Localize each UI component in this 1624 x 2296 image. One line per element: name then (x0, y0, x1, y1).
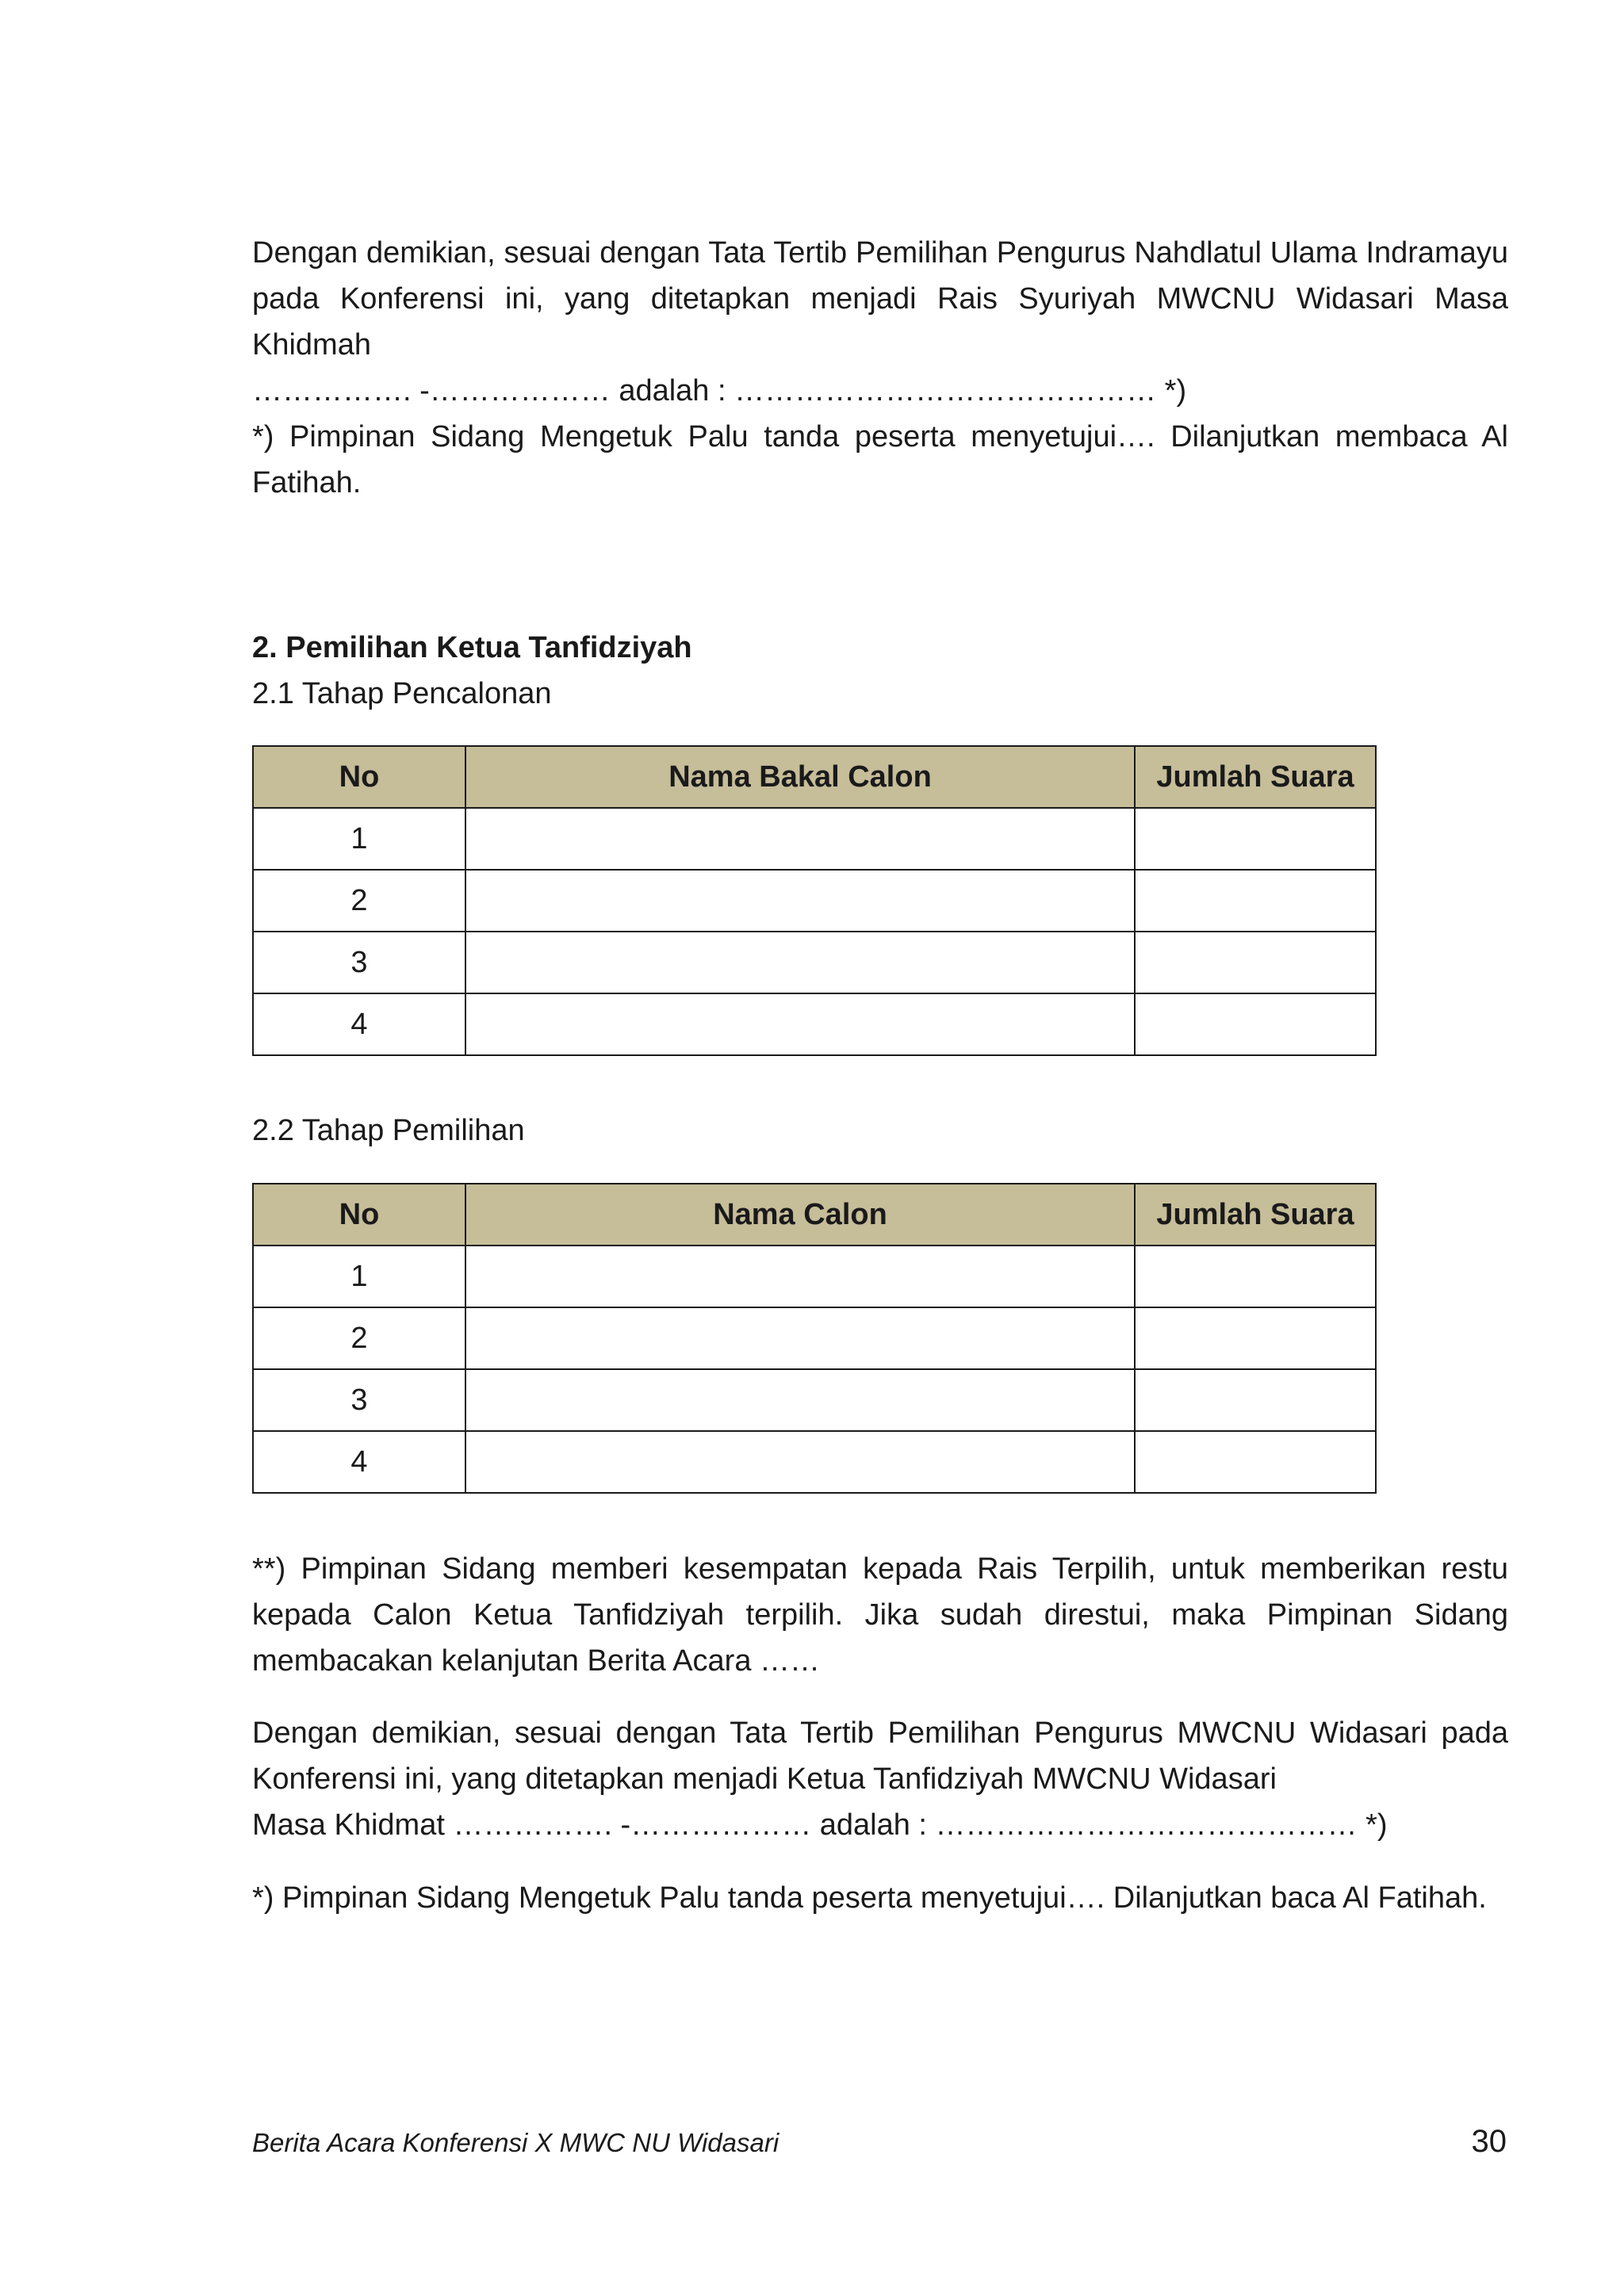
note2-line-2: kepada Calon Ketua Tanfidziyah terpilih. Jika sudah direstui, maka Pimpinan Sidang (252, 1598, 1508, 1632)
table-row (253, 993, 1376, 1055)
cell-name[interactable] (465, 1307, 1135, 1369)
cell-no: 4 (253, 1431, 465, 1493)
cell-name[interactable] (465, 932, 1135, 993)
note2-line-1: **) Pimpinan Sidang memberi kesempatan kepada Rais Terpilih, untuk memberikan restu (252, 1552, 1508, 1586)
cell-votes[interactable] (1135, 1246, 1376, 1307)
cell-name[interactable] (465, 870, 1135, 932)
conclusion-paragraph (252, 1710, 1508, 1848)
intro-line-3: ……………. -……………… adalah : …………………………………… *) (252, 374, 1187, 408)
header-no: No (253, 1184, 465, 1246)
page-number: 30 (1471, 2124, 1507, 2159)
cell-name[interactable] (465, 808, 1135, 870)
header-name: Nama Bakal Calon (465, 746, 1135, 808)
conclusion-line-2: Konferensi ini, yang ditetapkan menjadi Ketua Tanfidziyah MWCNU Widasari (252, 1762, 1277, 1796)
header-no: No (253, 746, 465, 808)
table-row (253, 1369, 1376, 1431)
conclusion-line-1: Dengan demikian, sesuai dengan Tata Tertib Pemilihan Pengurus MWCNU Widasari pada (252, 1716, 1508, 1750)
cell-votes[interactable] (1135, 1307, 1376, 1369)
note3-line-1: *) Pimpinan Sidang Mengetuk Palu tanda peserta menyetujui…. Dilanjutkan baca Al Fatihah. (252, 1881, 1487, 1915)
cell-no: 3 (253, 1369, 465, 1431)
header-votes: Jumlah Suara (1135, 1184, 1376, 1246)
cell-no: 2 (253, 1307, 465, 1369)
section-heading: 2. Pemilihan Ketua Tanfidziyah (252, 631, 692, 664)
conclusion-line-3: Masa Khidmat ……………. -……………… adalah : …………………………………… *) (252, 1808, 1388, 1842)
pencalonan-table (252, 745, 1377, 1056)
cell-no: 1 (253, 1246, 465, 1307)
table-row (253, 1307, 1376, 1369)
cell-votes[interactable] (1135, 1431, 1376, 1493)
cell-votes[interactable] (1135, 993, 1376, 1055)
note-paragraph-3 (252, 1875, 1508, 1921)
cell-name[interactable] (465, 993, 1135, 1055)
pemilihan-table (252, 1183, 1377, 1494)
cell-no: 2 (253, 870, 465, 932)
table-row (253, 808, 1376, 870)
subsection-pemilihan: 2.2 Tahap Pemilihan (252, 1114, 525, 1147)
table-row (253, 1431, 1376, 1493)
note1-line-1: *) Pimpinan Sidang Mengetuk Palu tanda peserta menyetujui…. Dilanjutkan membaca Al (252, 420, 1508, 453)
cell-name[interactable] (465, 1369, 1135, 1431)
note-paragraph-1 (252, 414, 1508, 506)
cell-votes[interactable] (1135, 932, 1376, 993)
header-votes: Jumlah Suara (1135, 746, 1376, 808)
cell-votes[interactable] (1135, 870, 1376, 932)
note2-line-3: membacakan kelanjutan Berita Acara …… (252, 1644, 821, 1678)
subsection-pencalonan: 2.1 Tahap Pencalonan (252, 677, 552, 710)
cell-no: 3 (253, 932, 465, 993)
table-header-row (253, 1184, 1376, 1246)
intro-line-1: Dengan demikian, sesuai dengan Tata Tertib Pemilihan Pengurus Nahdlatul Ulama Indramayu (252, 236, 1508, 270)
note-paragraph-2 (252, 1546, 1508, 1684)
cell-name[interactable] (465, 1431, 1135, 1493)
cell-votes[interactable] (1135, 808, 1376, 870)
table-row (253, 932, 1376, 993)
intro-line-2: pada Konferensi ini, yang ditetapkan menjadi Rais Syuriyah MWCNU Widasari Masa Khidmah (252, 282, 1508, 362)
footer-title: Berita Acara Konferensi X MWC NU Widasari (252, 2128, 779, 2157)
cell-no: 1 (253, 808, 465, 870)
cell-name[interactable] (465, 1246, 1135, 1307)
intro-paragraph (252, 230, 1508, 414)
note1-line-2: Fatihah. (252, 466, 362, 499)
cell-no: 4 (253, 993, 465, 1055)
table-row (253, 1246, 1376, 1307)
table-header-row (253, 746, 1376, 808)
cell-votes[interactable] (1135, 1369, 1376, 1431)
table-row (253, 870, 1376, 932)
header-name: Nama Calon (465, 1184, 1135, 1246)
